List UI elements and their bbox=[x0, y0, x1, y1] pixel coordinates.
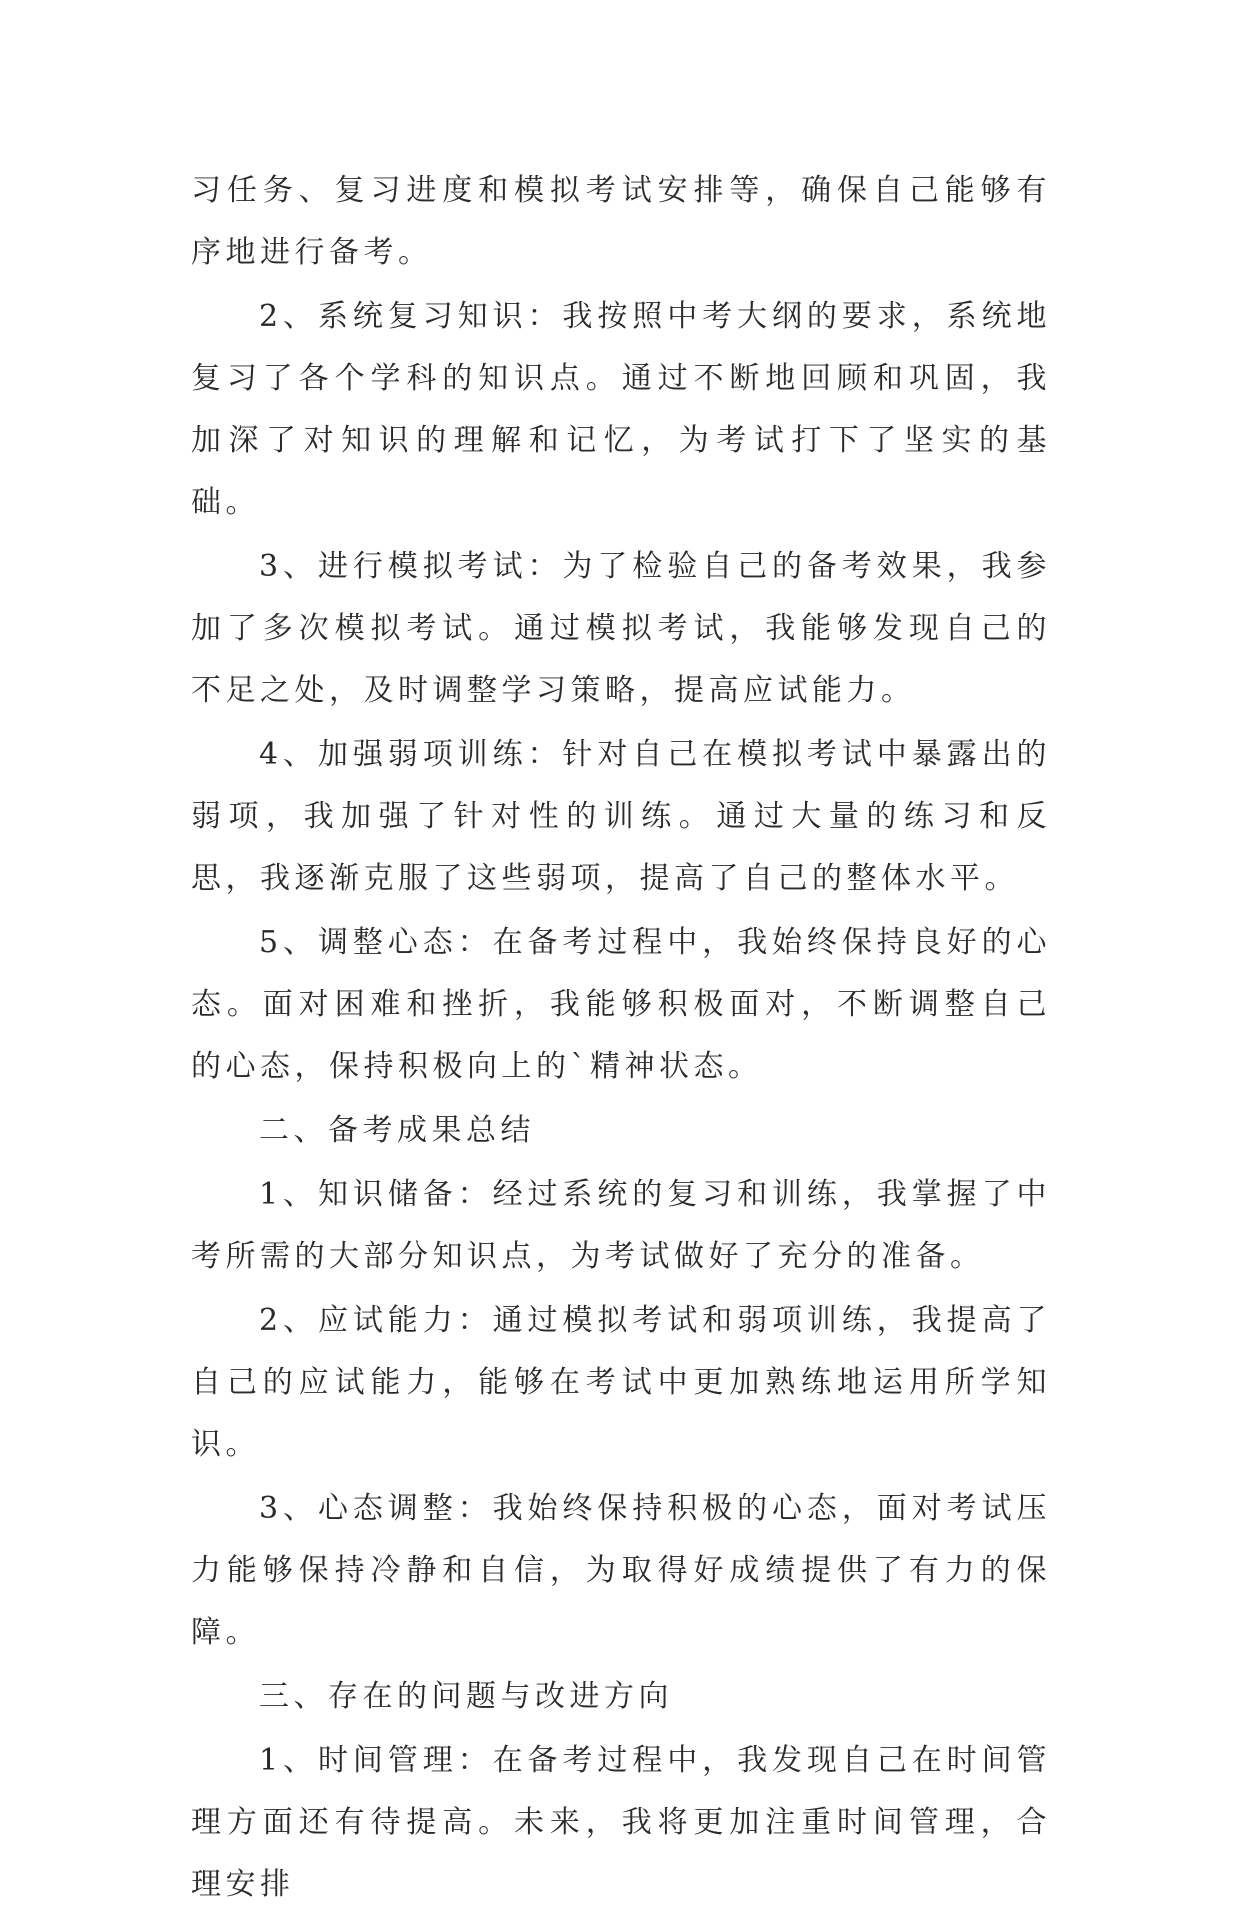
paragraph-systematic-review: 2、系统复习知识：我按照中考大纲的要求，系统地复习了各个学科的知识点。通过不断地回顾和巩固，我加深了对知识的理解和记忆，为考试打下了坚实的基础。 bbox=[191, 299, 1051, 520]
paragraph-knowledge-reserve: 1、知识储备：经过系统的复习和训练，我掌握了中考所需的大部分知识点，为考试做好了充分的准备。 bbox=[191, 1177, 1051, 1274]
paragraph-mindset-result: 3、心态调整：我始终保持积极的心态，面对考试压力能够保持冷静和自信，为取得好成绩提供了有力的保障。 bbox=[191, 1491, 1051, 1650]
paragraph-continuation: 习任务、复习进度和模拟考试安排等，确保自己能够有序地进行备考。 bbox=[191, 173, 1051, 270]
section-heading-problems: 三、存在的问题与改进方向 bbox=[259, 1679, 673, 1714]
paragraph-mock-exams: 3、进行模拟考试：为了检验自己的备考效果，我参加了多次模拟考试。通过模拟考试，我能够发现自己的不足之处，及时调整学习策略，提高应试能力。 bbox=[191, 549, 1051, 708]
paragraph-exam-ability: 2、应试能力：通过模拟考试和弱项训练，我提高了自己的应试能力，能够在考试中更加熟练地运用所学知识。 bbox=[191, 1303, 1051, 1462]
document-body bbox=[191, 160, 1051, 1916]
section-heading-results: 二、备考成果总结 bbox=[259, 1113, 535, 1148]
paragraph-mindset-adjustment: 5、调整心态：在备考过程中，我始终保持良好的心态。面对困难和挫折，我能够积极面对，不断调整自己的心态，保持积极向上的`精神状态。 bbox=[191, 925, 1051, 1084]
paragraph-weakness-training: 4、加强弱项训练：针对自己在模拟考试中暴露出的弱项，我加强了针对性的训练。通过大量的练习和反思，我逐渐克服了这些弱项，提高了自己的整体水平。 bbox=[191, 737, 1051, 896]
paragraph-time-management: 1、时间管理：在备考过程中，我发现自己在时间管理方面还有待提高。未来，我将更加注重时间管理，合理安排 bbox=[191, 1743, 1051, 1902]
